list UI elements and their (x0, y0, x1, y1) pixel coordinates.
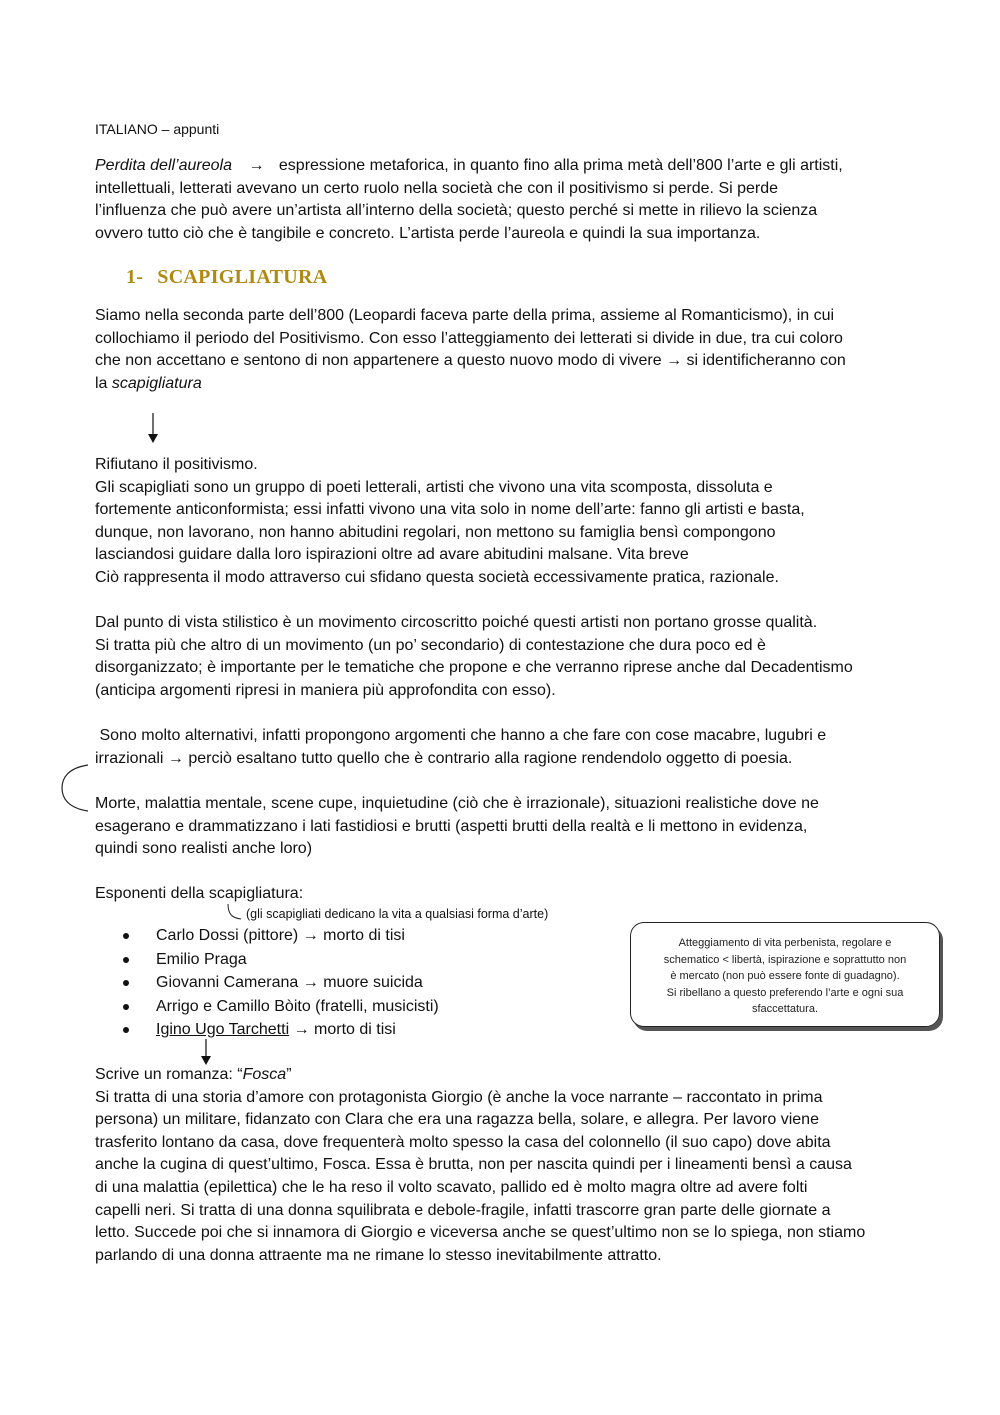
intro-line-3: l’influenza che può avere un’artista all’interno della società; questo perché si mette in rilievo la scienza (95, 202, 818, 220)
paragraph-style: Dal punto di vista stilistico è un movimento circoscritto poiché questi artisti non portano grosse qualità. Si tratta più che altro di un movimento (un po’ secondario) di contestazione che dura poco ed è disorganizzato; è importante per le tematiche che propone e che verranno riprese anche dal Decadentismo (anticipa argomenti ripresi in maniera più approfondita con esso). (95, 614, 853, 699)
novel-title-line: Scrive un romanza: “Fosca” (95, 1066, 292, 1083)
paragraph-themes: Sono molto alternativi, infatti propongono argomenti che hanno a che fare con cose macabre, lugubri e irrazionali → perciò esaltano tutto quello che è contrario alla ragione rendendolo oggetto di poesia. (95, 727, 827, 767)
section-title: SCAPIGLIATURA (157, 266, 328, 288)
bullet-icon (123, 933, 129, 939)
arrow-icon: → (302, 974, 319, 991)
callout-box: Atteggiamento di vita perbenista, regolare e schematico < libertà, ispirazione e soprattutto non è mercato (non può essere fonte di guadagno). Si ribellano a questo preferendo l’arte e ogni sua sfaccettatura. (630, 922, 940, 1027)
bracket-icon (60, 762, 92, 814)
paragraph-novel: Scrive un romanza: “Fosca” Si tratta di una storia d’amore con protagonista Giorgio (è anche la voce narrante – raccontato in prima persona) un militare, fidanzato con Clara che era una ragazza bella, solare, e allegra. Per lavoro viene trasferito lontano da casa, dove frequenterà molto spesso la casa del colonnello (il suo capo) dove abita anche la cugina di quest’ultimo, Fosca. Essa è brutta, non per nascita quindi per i lineamenti bensì a causa di una malattia (epilettica) che le ha reso il volto scavato, pallido ed è molto magra oltre ad avere folti capelli neri. Si tratta di una donna squilibrata e debole-fragile, infatti trascorre gran parte delle giornate a letto. Succede poi che si innamora di Giorgio e viceversa anche se quest’ultimo non se lo spiega, non stiamo parlando di una donna attraente ma ne rimane lo stesso inevitabilmente attratto. (95, 1066, 866, 1264)
bullet-icon (123, 1027, 129, 1033)
list-item: Emilio Praga (123, 948, 439, 972)
exponents-list (123, 924, 439, 1042)
list-item: Igino Ugo Tarchetti → morto di tisi (123, 1018, 439, 1042)
list-item: Carlo Dossi (pittore) → morto di tisi (123, 924, 439, 948)
list-item: Giovanni Camerana → muore suicida (123, 971, 439, 995)
arrow-icon: → (248, 157, 265, 174)
paragraph-rejection: Rifiutano il positivismo. Gli scapigliati sono un gruppo di poeti letterali, artisti che vivono una vita scomposta, dissoluta e fortemente anticonformista; essi infatti vivono una vita solo in nome dell’arte: fanno gli artisti e basta, dunque, non lavorano, non hanno abitudini regolari, non mettono su famiglia bensì compongono lasciandosi guidare dalla loro ispirazioni oltre ad avare abitudini malsane. Vita breve Ciò rappresenta il modo attraverso cui sfidano questa società eccessivamente pratica, razionale. (95, 456, 805, 586)
page-header: ITALIANO – appunti (95, 121, 220, 137)
section-number: 1- (126, 266, 144, 288)
arrow-icon: → (293, 1021, 310, 1038)
exponents-note: (gli scapigliati dedicano la vita a qualsiasi forma d’arte) (246, 907, 549, 921)
bullet-icon (123, 1004, 129, 1010)
novel-title: Fosca (242, 1066, 287, 1083)
intro-paragraph (95, 155, 843, 245)
section-heading (126, 264, 327, 290)
arrow-icon: → (167, 749, 184, 767)
exponents-label: Esponenti della scapigliatura: (95, 885, 304, 902)
arrow-icon: → (666, 352, 683, 370)
bullet-icon (123, 957, 129, 963)
curve-connector-icon (227, 903, 243, 921)
intro-line-4: ovvero tutto ciò che è tangibile e concreto. L’artista perde l’aureola e quindi la sua importanza. (95, 224, 761, 242)
intro-line-1: Perdita dell’aureola → espressione metaforica, in quanto fino alla prima metà dell’800 l’arte e gli artisti, (95, 157, 843, 174)
arrow-icon: → (302, 927, 319, 944)
paragraph-subjects: Morte, malattia mentale, scene cupe, inquietudine (ciò che è irrazionale), situazioni realistiche dove ne esagerano e drammatizzano i lati fastidiosi e brutti (aspetti brutti della realtà e li mettono in evidenza, quindi sono realisti anche loro) (95, 795, 819, 858)
bullet-icon (123, 980, 129, 986)
intro-term: Perdita dell’aureola (95, 157, 232, 174)
down-arrow-icon (146, 413, 160, 445)
list-item: Arrigo e Camillo Bòito (fratelli, musicisti) (123, 995, 439, 1019)
down-arrow-icon (199, 1039, 213, 1067)
paragraph-positivism: Siamo nella seconda parte dell’800 (Leopardi faceva parte della prima, assieme al Romanticismo), in cui collochiamo il periodo del Positivismo. Con esso l’atteggiamento dei letterati si divide in due, tra cui coloro che non accettano e sentono di non appartenere a questo nuovo modo di vivere → si identificheranno con la scapigliatura (95, 307, 846, 392)
intro-line-2: intellettuali, letterati avevano un certo ruolo nella società che con il positivismo si perde. Si perde (95, 179, 779, 197)
